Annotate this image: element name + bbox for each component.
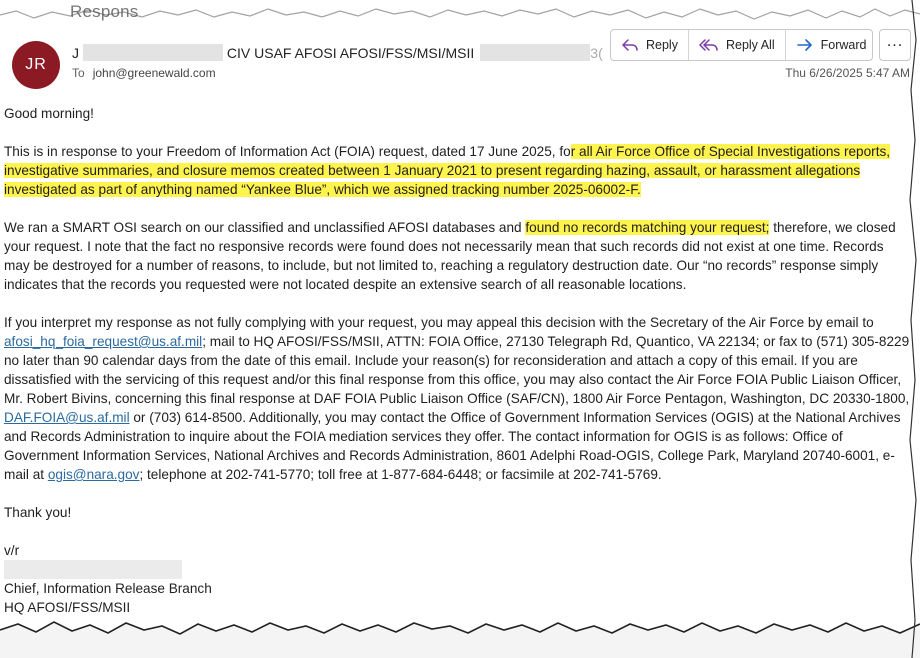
sender-name-fragment: J [72, 45, 79, 61]
p1-text: This is in response to your Freedom of Information Act (FOIA) request, dated 17 June 2025, fo [4, 144, 571, 159]
p3-text-a: If you interpret my response as not fully complying with your request, you may appeal this decision with the Secretary of the Air Force by email to [4, 315, 874, 330]
signoff: v/r [4, 543, 20, 558]
reply-icon [621, 37, 639, 53]
p2-highlight: found no records matching your request; [525, 220, 770, 235]
p3-text-b: ; mail to HQ AFOSI/FSS/MSII, ATTN: FOIA Office, 27130 Telegraph Rd, Quantico, VA 22134; or fax to (571) 305-8229 no later than 90 calendar days from the date of this email. Include your reason(s) for reconsideration and attach a copy of this email. If you are dissatisfied with the servicing of this request and/or this final response from this office, you may also contact the Air Force FOIA Public Liaison Officer, Mr. Robert Bivins, concerning this final response at DAF FOIA Public Liaison Office (SAF/CN), 1800 Air Force Pentagon, Washington, DC 20330-1800, [4, 334, 910, 406]
signature-title: Chief, Information Release Branch [4, 581, 212, 596]
paragraph-request [4, 142, 910, 199]
sender-title: CIV USAF AFOSI AFOSI/FSS/MSI/MSII [226, 45, 475, 61]
received-date: Thu 6/26/2025 5:47 AM [785, 66, 910, 80]
reply-all-icon [699, 37, 719, 53]
reply-button[interactable] [611, 30, 688, 60]
forward-icon [796, 37, 814, 53]
redaction-box [83, 44, 223, 61]
email-body [4, 104, 910, 617]
more-actions-button[interactable] [879, 29, 911, 61]
signature-redaction [4, 560, 182, 579]
forward-button[interactable] [785, 30, 877, 60]
torn-edge-bottom [0, 614, 920, 658]
to-label: To [72, 66, 85, 80]
paragraph-no-records [4, 218, 910, 294]
sender-avatar[interactable]: JR [12, 41, 60, 89]
redaction-box [480, 44, 590, 61]
signature-office: HQ AFOSI/FSS/MSII [4, 600, 131, 615]
paragraph-appeal [4, 313, 910, 484]
sender-line[interactable] [72, 44, 603, 61]
p2-text-b: therefore, we closed your request. I note that the fact no responsive records were found does not necessarily mean that such records did not exist at one time. Records may be destroyed for a number of reasons, to include, but not limited to, reaching a regulatory destruction date. Our “no records” response simply indicates that the records you requested were not located despite an extensive search of all reasonable locations. [4, 220, 896, 292]
greeting: Good morning! [4, 106, 94, 121]
p1-highlight: r all Air Force Office of Special Investigations reports, investigative summaries, and closure memos created between 1 January 2021 to present regarding hazing, assault, or harassment allegations investigated as part of anything named “Yankee Blue”, which we assigned tracking number 2025-06002-F. [4, 144, 891, 197]
sender-name-tail: 3( [590, 45, 603, 61]
email-subject-fragment: Respons [70, 2, 139, 21]
p3-text-d: ; telephone at 202-741-5770; toll free at 1-877-684-6448; or facsimile at 202-741-5769. [139, 467, 662, 482]
p2-text-a: We ran a SMART OSI search on our classified and unclassified AFOSI databases and [4, 220, 526, 235]
signature-block [4, 541, 910, 617]
message-action-bar [610, 29, 873, 61]
ogis-email-link[interactable]: ogis@nara.gov [47, 467, 140, 482]
p3-text-c: or (703) 614-8500. Additionally, you may contact the Office of Government Information Services (OGIS) at the National Archives and Records Administration to inquire about the FOIA mediation services they offer. The contact information for OGIS is as follows: Office of Government Information Services, National Archives and Records Administration, 8601 Adelphi Road-OGIS, College Park, Maryland 20740-6001, e-mail at [4, 410, 901, 482]
daf-foia-email-link[interactable]: DAF.FOIA@us.af.mil [4, 410, 130, 425]
more-icon: ... [886, 33, 904, 50]
reply-all-button[interactable] [688, 30, 785, 60]
thanks-line: Thank you! [4, 505, 72, 520]
recipient-line [72, 66, 216, 80]
forward-label: Forward [820, 38, 867, 52]
afosi-foia-email-link[interactable]: afosi_hq_foia_request@us.af.mil [4, 334, 203, 349]
reply-all-label: Reply All [725, 38, 775, 52]
reply-label: Reply [646, 38, 678, 52]
recipient-address[interactable]: john@greenewald.com [92, 66, 216, 80]
